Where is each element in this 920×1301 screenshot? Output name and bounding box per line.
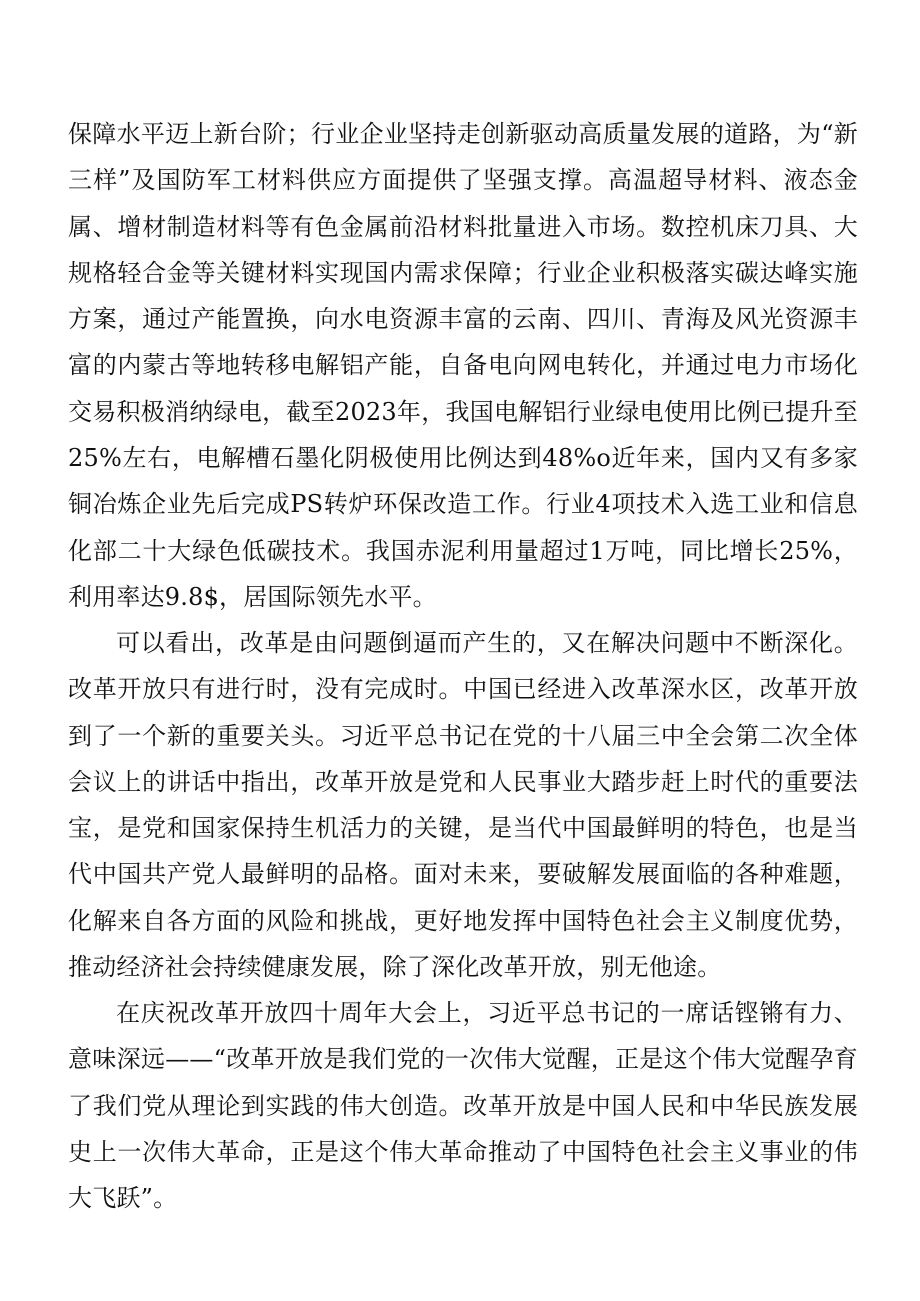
paragraph-3: 在庆祝改革开放四十周年大会上，习近平总书记的一席话铿锵有力、意味深远——“改革开放是我们党的一次伟大觉醒，正是这个伟大觉醒孕育了我们党从理论到实践的伟大创造。改革开放是中国人民和中华民族发展史上一次伟大革命，正是这个伟大革命推动了中国特色社会主义事业的伟大飞跃”。: [68, 999, 858, 1213]
paragraph-1: 保障水平迈上新台阶；行业企业坚持走创新驱动高质量发展的道路，为“新三样”及国防军工材料供应方面提供了坚强支撑。高温超导材料、液态金属、增材制造材料等有色金属前沿材料批量进入市场。数控机床刀具、大规格轻合金等关键材料实现国内需求保障；行业企业积极落实碳达峰实施方案，通过产能置换，向水电资源丰富的云南、四川、青海及风光资源丰富的内蒙古等地转移电解铝产能，自备电向网电转化，并通过电力市场化交易积极消纳绿电，截至2023年，我国电解铝行业绿电使用比例已提升至25%左右，电解槽石墨化阴极使用比例达到48%o近年来，国内又有多家铜冶炼企业先后完成PS转炉环保改造工作。行业4项技术入选工业和信息化部二十大绿色低碳技术。我国赤泥利用量超过1万吨，同比增长25%，利用率达9.8$，居国际领先水平。: [68, 120, 858, 611]
paragraph-2: 可以看出，改革是由问题倒逼而产生的，又在解决问题中不断深化。改革开放只有进行时，没有完成时。中国已经进入改革深水区，改革开放到了一个新的重要关头。习近平总书记在党的十八届三中全会第二次全体会议上的讲话中指出，改革开放是党和人民事业大踏步赶上时代的重要法宝，是党和国家保持生机活力的关键，是当代中国最鲜明的特色，也是当代中国共产党人最鲜明的品格。面对未来，要破解发展面临的各种难题，化解来自各方面的风险和挑战，更好地发挥中国特色社会主义制度优势，推动经济社会持续健康发展，除了深化改革开放，别无他途。: [68, 629, 858, 982]
